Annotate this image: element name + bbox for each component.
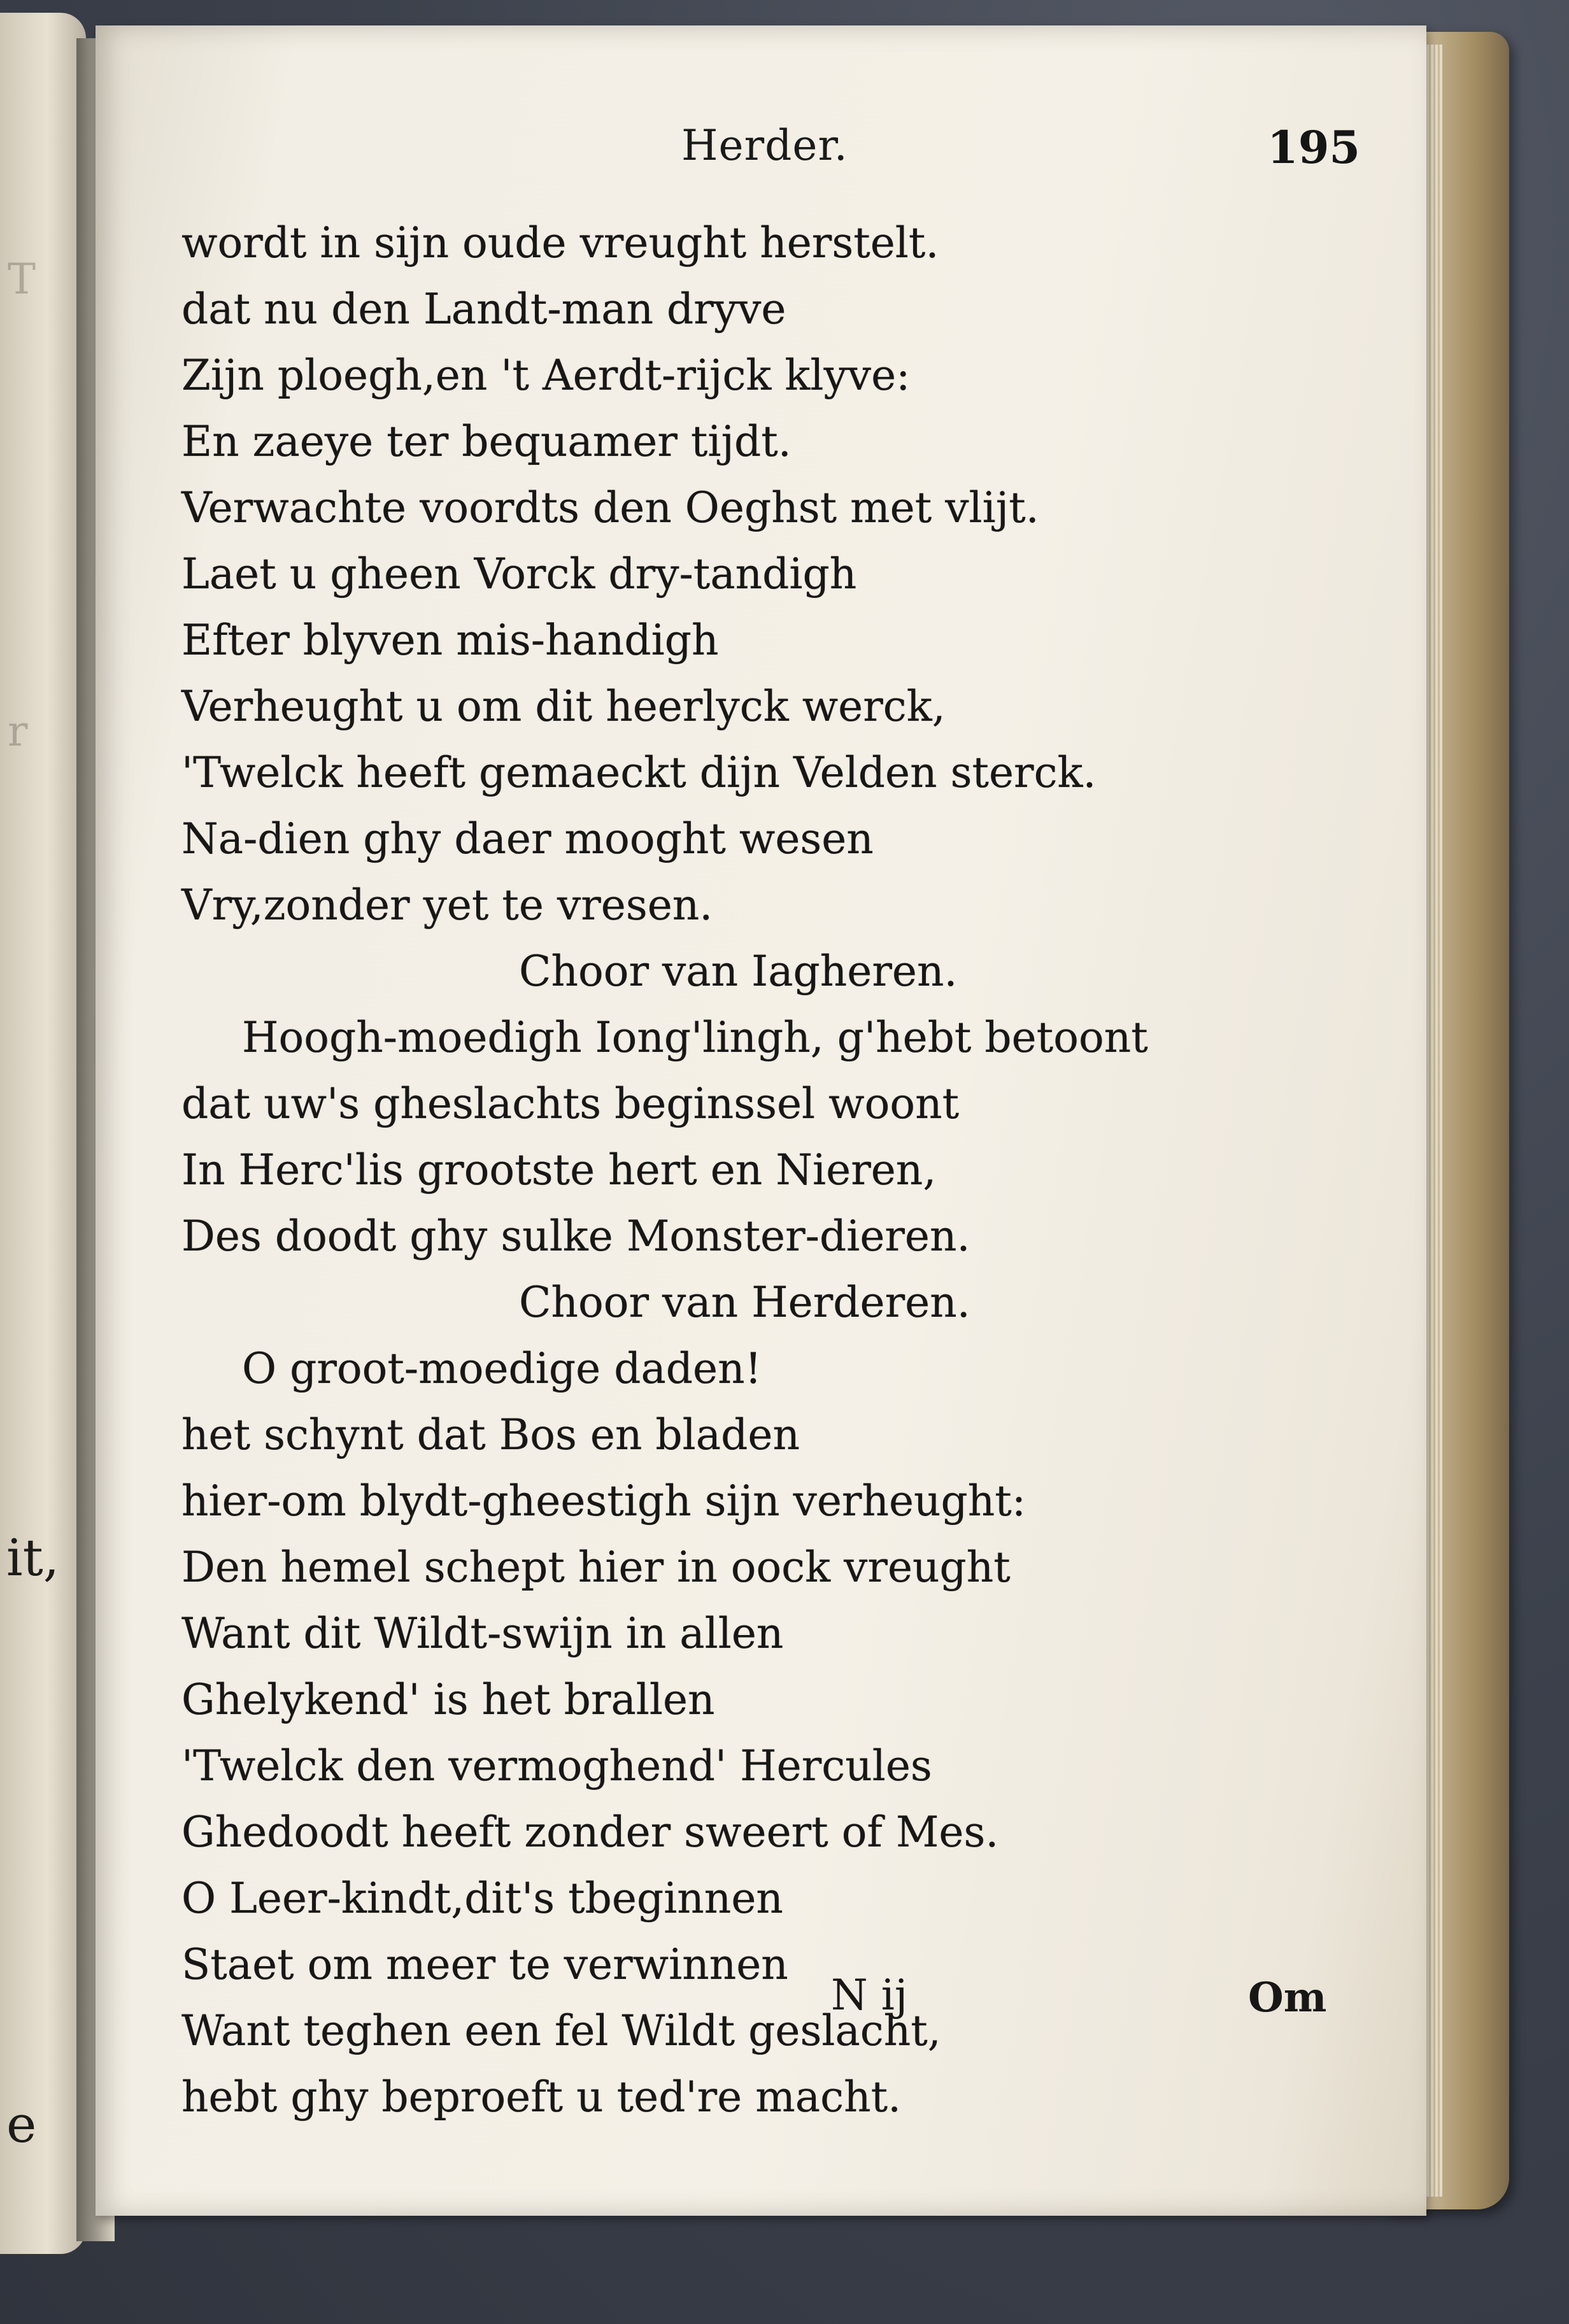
catchword: Om: [1248, 1974, 1327, 2022]
verse-line: Verwachte voordts den Oeghst met vlijt.: [181, 483, 1039, 532]
verse-line: Want teghen een fel Wildt geslacht,: [181, 2006, 941, 2055]
verse-line: Efter blyven mis-handigh: [181, 616, 719, 665]
page-footer: [191, 1971, 1363, 2047]
running-head: Herder.: [681, 121, 848, 170]
verse-line: Zijn ploegh,en 't Aerdt-rijck klyve:: [181, 351, 911, 400]
verse-line: O Leer-kindt,dit's tbeginnen: [181, 1874, 783, 1923]
verse-line: Den hemel schept hier in oock vreught: [181, 1543, 1011, 1592]
verse-line: wordt in sijn oude vreught herstelt.: [181, 218, 939, 267]
verse-line: Hoogh-moedigh Iong'lingh, g'hebt betoont: [242, 1013, 1148, 1062]
margin-fragment: e: [6, 2095, 37, 2154]
verse-line: Ghelykend' is het brallen: [181, 1675, 715, 1724]
page-number: 195: [1267, 121, 1361, 174]
verse-line: hier-om blydt-gheestigh sijn verheught:: [181, 1477, 1026, 1526]
verse-line: En zaeye ter bequamer tijdt.: [181, 417, 792, 466]
verse-line: hebt ghy beproeft u ted're macht.: [181, 2072, 902, 2122]
facing-page-edge: [0, 13, 86, 2254]
chorus-heading: Choor van Iagheren.: [519, 947, 958, 996]
show-through-text: r: [8, 707, 28, 756]
verse-line: het schynt dat Bos en bladen: [181, 1410, 800, 1459]
margin-fragment: it,: [6, 1528, 60, 1587]
verse-line: 'Twelck heeft gemaeckt dijn Velden sterck.: [181, 748, 1097, 797]
book-page: [96, 25, 1426, 2216]
verse-line: dat uw's gheslachts beginssel woont: [181, 1079, 960, 1128]
page-header: [191, 121, 1363, 197]
verse-line: Laet u gheen Vorck dry-tandigh: [181, 549, 857, 599]
chorus-heading: Choor van Herderen.: [519, 1278, 970, 1327]
verse-line: Verheught u om dit heerlyck werck,: [181, 682, 946, 731]
signature-mark: N ij: [831, 1971, 908, 2020]
verse-text: [181, 210, 1302, 2130]
verse-line: Des doodt ghy sulke Monster-dieren.: [181, 1212, 970, 1261]
verse-line: 'Twelck den vermoghend' Hercules: [181, 1741, 932, 1790]
verse-line: In Herc'lis grootste hert en Nieren,: [181, 1145, 937, 1194]
verse-line: dat nu den Landt-man dryve: [181, 285, 786, 334]
verse-line: Ghedoodt heeft zonder sweert of Mes.: [181, 1808, 999, 1857]
verse-line: Staet om meer te verwinnen: [181, 1940, 788, 1989]
verse-line: Want dit Wildt-swijn in allen: [181, 1609, 784, 1658]
verse-line: Na-dien ghy daer mooght wesen: [181, 814, 874, 863]
verse-line: Vry,zonder yet te vresen.: [181, 881, 713, 930]
show-through-text: T: [8, 255, 36, 304]
verse-line: O groot-moedige daden!: [242, 1344, 762, 1393]
